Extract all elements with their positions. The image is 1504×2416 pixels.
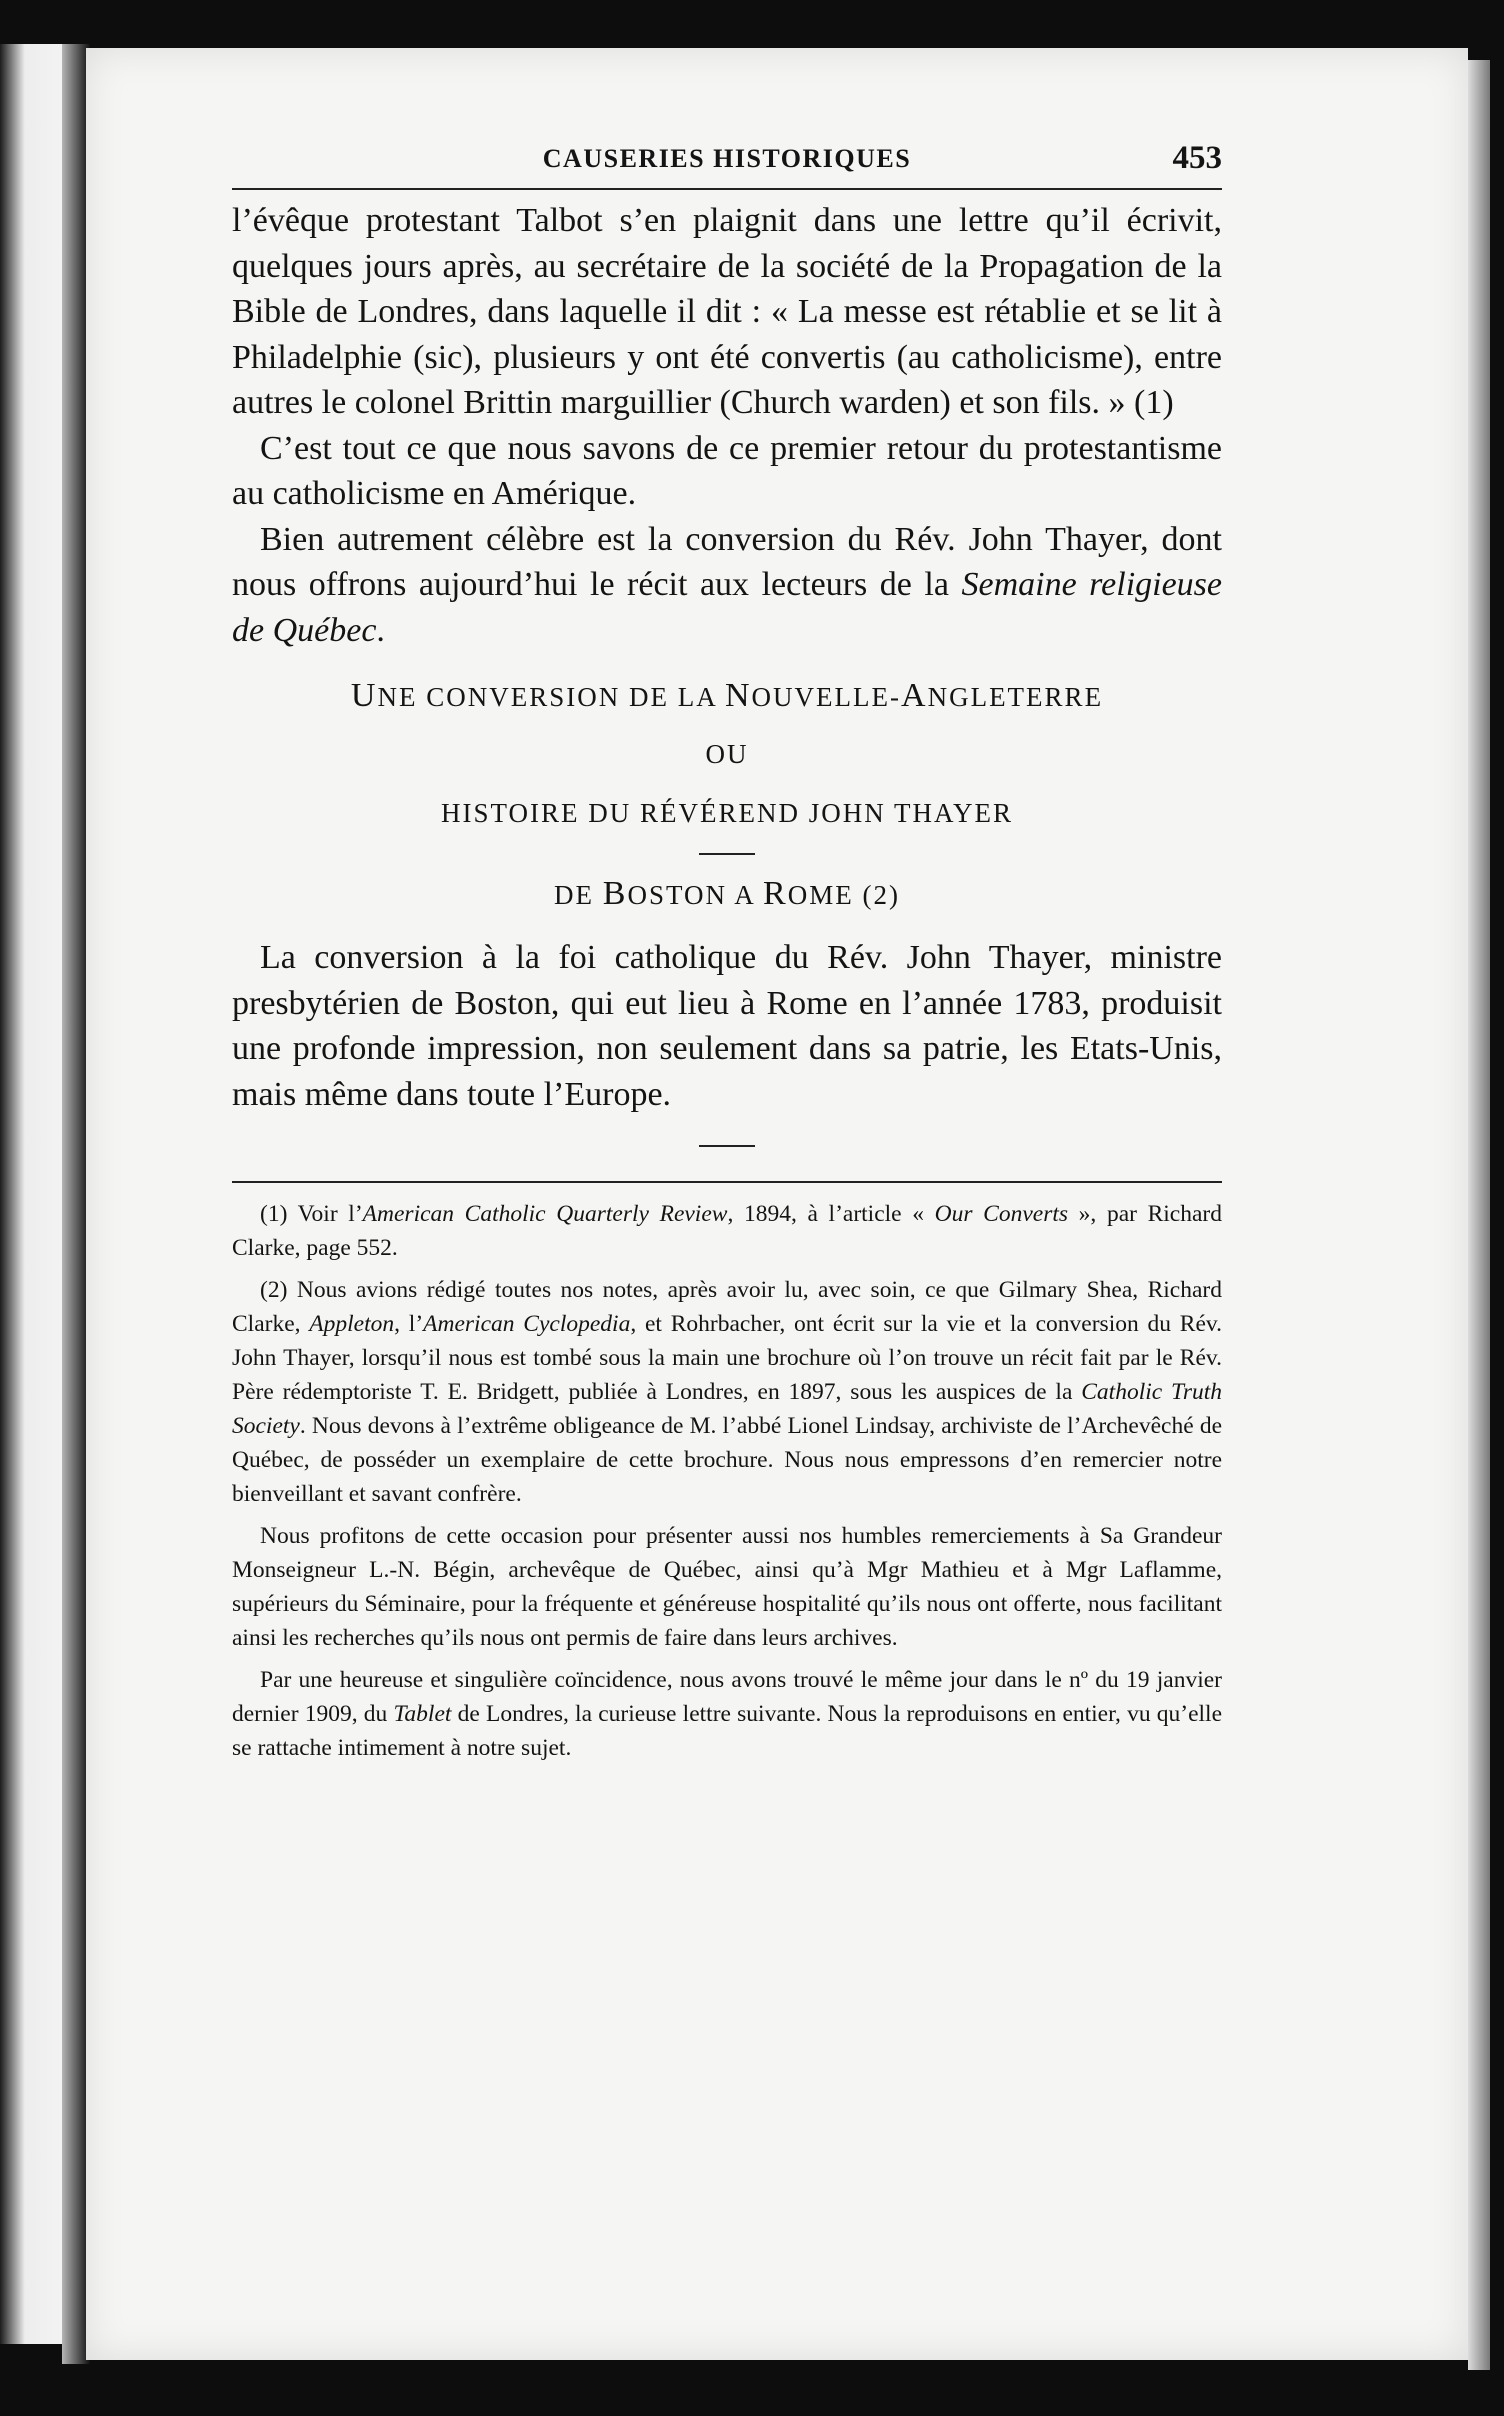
footnote-1-b: , 1894, à l’article «: [727, 1201, 935, 1227]
heading-1-cap-a: A: [901, 677, 928, 714]
footnote-2-society: Catholic Truth Society: [232, 1379, 1223, 1439]
footnote-1-c: », par Richard Clarke, page 552.: [232, 1201, 1222, 1261]
footnote-1: [232, 1197, 1222, 1265]
footnote-2-a: (2) Nous avions rédigé toutes nos notes, après avoir lu, avec soin, ce que Gilmary Shea, Richard Clarke,: [232, 1277, 1222, 1337]
paragraph-2: C’est tout ce que nous savons de ce premier retour du protestantisme au catholicisme en Amérique.: [232, 429, 1222, 512]
heading-3-cap-r: R: [763, 875, 788, 912]
section-heading-1: [232, 677, 1222, 715]
footnote-4-a: Par une heureuse et singulière coïncidence, nous avons trouvé le même jour dans le nº du 19 janvier dernier 1909, du: [232, 1667, 1222, 1727]
heading-3-cap-b: B: [602, 875, 628, 912]
paragraph-1: l’évêque protestant Talbot s’en plaignit dans une lettre qu’il écrivit, quelques jours après, au secrétaire de la société de la Propagation de la Bible de Londres, dans laquelle il dit : « La messe est rétablie et se lit à Philadelphie (sic), plusieurs y ont été convertis (au catholicisme), entre autres le colonel Brittin marguillier (Church warden) et son fils. » (1): [232, 202, 1222, 421]
main-text: [232, 198, 1222, 653]
heading-3-oston: OSTON A: [627, 880, 764, 910]
heading-3-de: DE: [554, 880, 603, 910]
page-header: [232, 140, 1222, 188]
publication-title: Semaine religieuse de Québec: [232, 566, 1222, 649]
heading-3-ome: OME (2): [787, 880, 900, 910]
previous-page-edge: [0, 44, 62, 2344]
footnote-1-journal: American Catholic Quarterly Review: [362, 1201, 728, 1227]
section-heading-2: HISTOIRE DU RÉVÉREND JOHN THAYER: [440, 798, 1014, 828]
chapter-text: [232, 935, 1222, 1117]
footnote-2-b: , l’: [394, 1311, 424, 1337]
heading-1-part-a: NE CONVERSION DE LA: [377, 682, 725, 712]
footnote-1-article: Our Converts: [934, 1201, 1069, 1227]
footnote-4-b: de Londres, la curieuse lettre suivante. Nous la reproduisons en entier, vu qu’elle se rattache intimement à notre sujet.: [232, 1701, 1223, 1761]
header-rule: [232, 188, 1222, 190]
section-heading-3: [232, 875, 1222, 913]
paragraph-3-end: .: [376, 611, 385, 649]
footnote-1-a: (1) Voir l’: [260, 1201, 363, 1227]
section-rule: [699, 853, 755, 855]
footnote-2-d: . Nous devons à l’extrême obligeance de M. l’abbé Lionel Lindsay, archiviste de l’Archevêché de Québec, de posséder un exemplaire de cette brochure. Nous nous empressons d’en remercier notre bienveillant et savant confrère.: [232, 1413, 1222, 1507]
paragraph-4: La conversion à la foi catholique du Rév. John Thayer, ministre presbytérien de Boston, qui eut lieu à Rome en l’année 1783, produisit une profonde impression, non seulement dans sa patrie, les Etats-Unis, mais même dans toute l’Europe.: [232, 939, 1222, 1113]
end-rule: [699, 1145, 755, 1147]
section-heading-or: OU: [705, 739, 749, 769]
footnote-rule: [232, 1181, 1222, 1183]
heading-1-part-d: NGLETERRE: [927, 682, 1104, 712]
running-title: CAUSERIES HISTORIQUES: [542, 144, 912, 173]
footnote-3: Nous profitons de cette occasion pour présenter aussi nos humbles remerciements à Sa Grandeur Monseigneur L.-N. Bégin, archevêque de Québec, ainsi qu’à Mgr Mathieu et à Mgr Laflamme, supérieurs du Séminaire, pour la fréquente et généreuse hospitalité qu’ils nous ont offerte, nous facilitant ainsi les recherches qu’ils nous ont permis de faire dans leurs archives.: [232, 1523, 1222, 1651]
heading-1-cap-n: N: [724, 677, 752, 714]
page-edge-right: [1468, 60, 1490, 2370]
footnote-2-c: , et Rohrbacher, ont écrit sur la vie et la conversion du Rév. John Thayer, lorsqu’il nous est tombé sous la main une brochure où l’on trouve un récit fait par le Rév. Père rédemptoriste T. E. Bridgett, publiée à Londres, en 1897, sous les auspices de la: [232, 1311, 1222, 1405]
heading-1-part-b: OUVELLE-: [751, 682, 902, 712]
heading-1-cap-u: U: [350, 677, 378, 714]
footnote-2-cyclopedia: American Cyclopedia: [423, 1311, 631, 1337]
paragraph-3: [232, 517, 1222, 654]
footnote-2-appleton: Appleton: [309, 1311, 395, 1337]
footnotes: [232, 1197, 1222, 1765]
footnote-4-tablet: Tablet: [393, 1701, 452, 1727]
paragraph-3-text: Bien autrement célèbre est la conversion du Rév. John Thayer, dont nous offrons aujourd’hui le récit aux lecteurs de la: [232, 520, 1222, 603]
footnote-2: [232, 1273, 1222, 1511]
page-content: [232, 140, 1222, 1765]
page-number: 453: [1172, 140, 1222, 176]
footnote-4: [232, 1663, 1222, 1765]
